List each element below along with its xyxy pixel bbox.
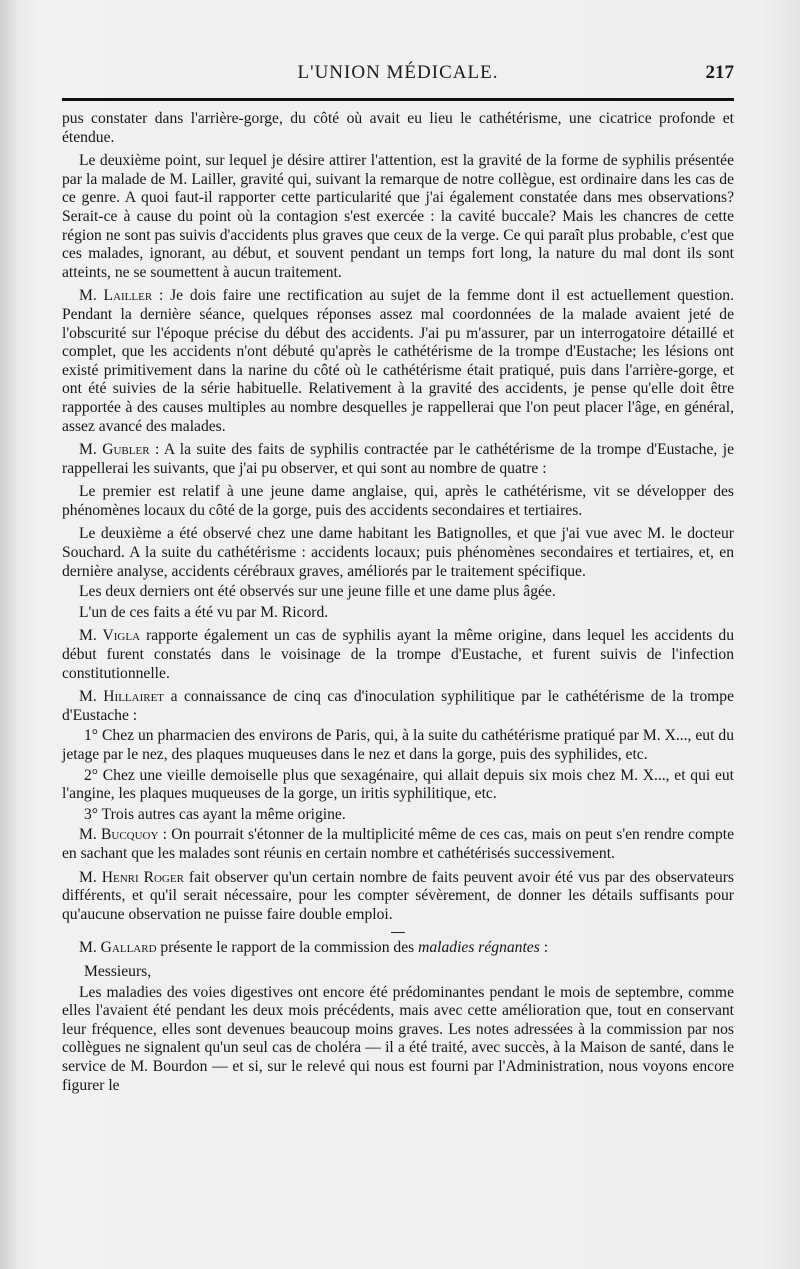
paragraph xyxy=(62,627,734,683)
speaker-name: M. Bucquoy xyxy=(79,826,159,844)
body-text xyxy=(62,110,734,1100)
paragraph xyxy=(62,287,734,436)
speaker-name: M. Hillairet xyxy=(79,688,165,706)
speech-text: : Je dois faire une rectification au sujet de la femme dont il est actuellement question. Pendant la dernière séance, quelques réponses assez mal coordonnées de la malade avaient jeté de l'obscurité sur l'époque précise du début des accidents. J'ai pu m'assurer, par un interrogatoire détaillé et complet, que les accidents n'ont débuté qu'après le cathétérisme de la trompe d'Eustache; les lésions ont existé primitivement dans la narine du côté où le cathétérisme était pratiqué, puis dans l'arrière-gorge, et ont été suivies de la série habituelle. Relativement à la gravité des accidents, je pense qu'elle doit être rapportée à des causes multiples au nombre desquelles je rappellerai que l'on peut placer l'âge, en général, assez avancé des malades. xyxy=(62,287,735,435)
page-header xyxy=(62,62,734,90)
speaker-name: M. Vigla xyxy=(79,627,141,645)
paragraph xyxy=(62,688,734,725)
running-title: L'UNION MÉDICALE. xyxy=(297,62,499,83)
speech-text: : A la suite des faits de syphilis contractée par le cathétérisme de la trompe d'Eustache, je rappellerai les suivants, que j'ai pu observer, et qui sont au nombre de quatre : xyxy=(62,441,734,477)
speaker-name: M. Henri Roger xyxy=(79,868,184,886)
paragraph: Le deuxième point, sur lequel je désire attirer l'attention, est la gravité de la forme de syphilis présentée par la malade de M. Lailler, gravité qui, suivant la remarque de notre collègue, est ordinaire dans les cas de ce genre. A quoi faut-il rapporter cette particularité que j'ai également constatée dans mes observations? Serait-ce à cause du point où la contagion s'est exercée : la cavité buccale? Mais les chancres de cette région ne sont pas suivis d'accidents plus graves que ceux de la verge. Ce qui paraît plus probable, c'est que ces malades, ignorant, au début, et souvent pendant un temps fort long, la nature du mal dont ils sont atteints, ne se soumettent à aucun traitement. xyxy=(62,152,734,281)
speaker-name: M. Gubler xyxy=(79,441,150,459)
salutation: Messieurs, xyxy=(84,962,152,980)
paragraph: L'un de ces faits a été vu par M. Ricord. xyxy=(79,603,329,621)
paragraph xyxy=(62,869,734,925)
speech-text: : On pourrait s'étonner de la multiplicité même de ces cas, mais on peut s'en rendre compte en sachant que les malades sont réunis en certain nombre et cathétérisés successivement. xyxy=(62,826,734,862)
page-number: 217 xyxy=(705,62,734,83)
list-item: 2° Chez une vieille demoiselle plus que sexagénaire, qui allait depuis six mois chez M. X..., et qui eut l'angine, les plaques muqueuses de la gorge, un iritis syphilitique, etc. xyxy=(62,766,734,803)
header-rule xyxy=(62,98,734,101)
paragraph xyxy=(62,441,734,478)
speaker-name: M. Gallard xyxy=(79,939,157,957)
speech-text: a connaissance de cinq cas d'inoculation syphilitique par le cathétérisme de la trompe d'Eustache : xyxy=(62,688,734,724)
paragraph xyxy=(62,939,734,958)
paragraph xyxy=(62,826,734,863)
emphasis-text: maladies régnantes xyxy=(418,939,540,957)
paragraph: Les maladies des voies digestives ont encore été prédominantes pendant le mois de septembre, comme elles l'avaient été pendant les deux mois précédents, mais avec cette amélioration que, tout en conservant leur fréquence, elles sont devenues beaucoup moins graves. Les notes adressées à la commission par nos collègues ne signalent qu'un seul cas de choléra — il a été traité, avec succès, à la Maison de santé, dans le service de M. Bourdon — et si, sur le relevé qui nous est fourni par l'Administration, nous voyons encore figurer le xyxy=(62,983,734,1094)
paragraph: pus constater dans l'arrière-gorge, du côté où avait eu lieu le cathétérisme, une cicatrice profonde et étendue. xyxy=(62,110,734,146)
section-separator xyxy=(391,932,405,933)
speech-text: fait observer qu'un certain nombre de faits peuvent avoir été vus par des observateurs différents, et qu'il serait nécessaire, pour les compter sévèrement, de donner les détails suffisants pour qu'aucune observation ne puisse faire double emploi. xyxy=(62,868,734,923)
paragraph: Les deux derniers ont été observés sur une jeune fille et une dame plus âgée. xyxy=(79,583,556,601)
speech-text: présente le rapport de la commission des xyxy=(156,939,419,957)
paragraph: Le deuxième a été observé chez une dame habitant les Batignolles, et que j'ai vue avec M. le docteur Souchard. A la suite du cathétérisme : accidents locaux; puis phénomènes secondaires et tertiaires, et, en dernière analyse, accidents cérébraux graves, améliorés par le traitement spécifique. xyxy=(62,525,734,580)
speech-text: : xyxy=(539,939,549,957)
speaker-name: M. Lailler xyxy=(79,287,153,305)
list-item: 1° Chez un pharmacien des environs de Paris, qui, à la suite du cathétérisme pratiqué par M. X..., eut du jetage par le nez, des plaques muqueuses dans le nez et dans la gorge, puis des syphilides, etc. xyxy=(62,727,734,763)
speech-text: rapporte également un cas de syphilis ayant la même origine, dans lequel les accidents du début furent constatés dans le voisinage de la trompe d'Eustache, et furent suivis de l'infection constitutionnelle. xyxy=(62,627,734,682)
list-item: 3° Trois autres cas ayant la même origine. xyxy=(84,805,346,823)
paragraph: Le premier est relatif à une jeune dame anglaise, qui, après le cathétérisme, vit se développer des phénomènes locaux du côté de la gorge, puis des accidents secondaires et tertiaires. xyxy=(62,483,734,519)
